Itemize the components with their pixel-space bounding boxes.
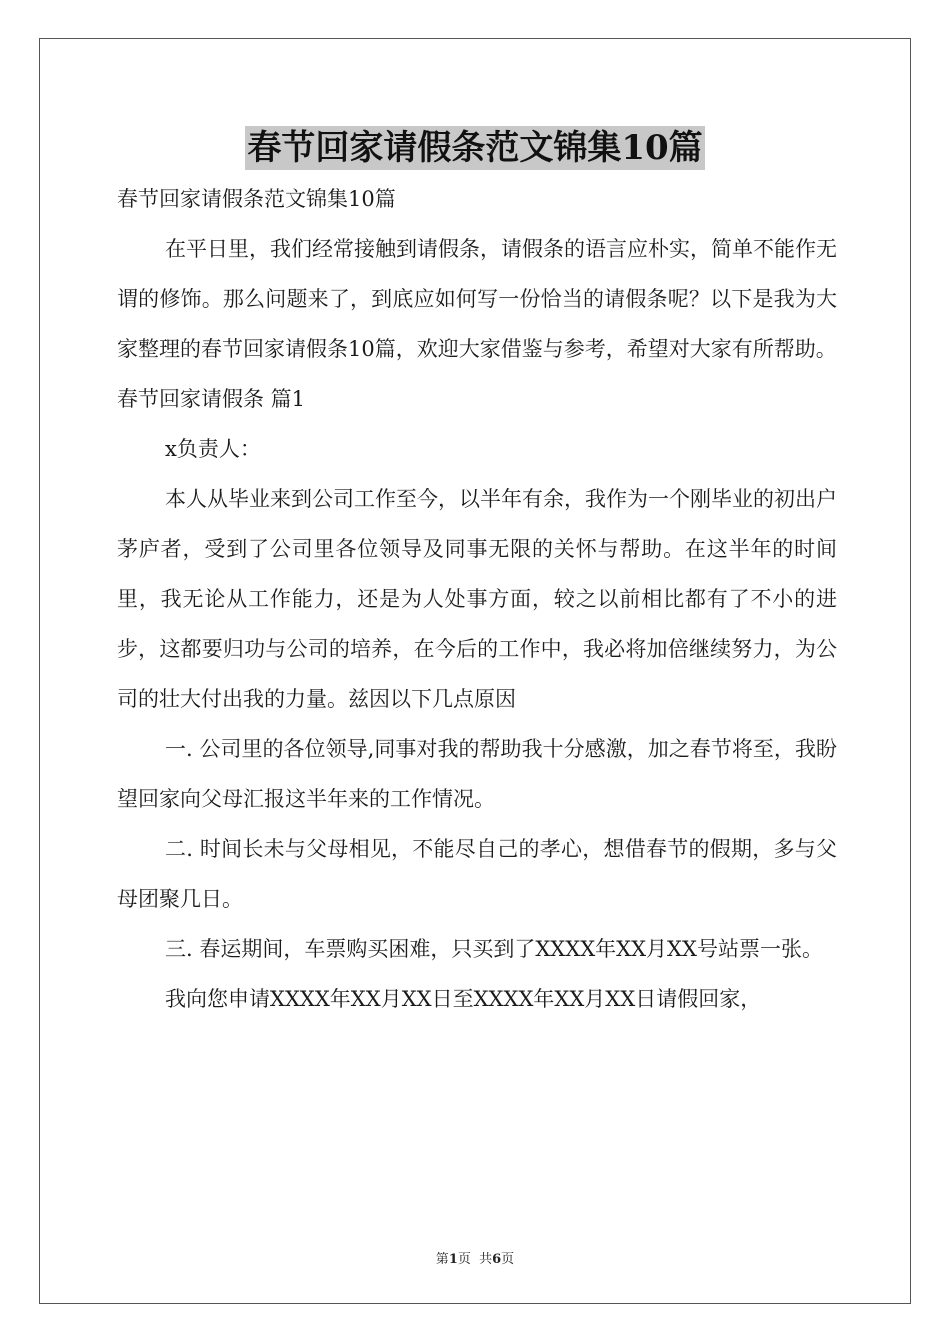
reason-item-3: 三. 春运期间，车票购买困难，只买到了XXXX年XX月XX号站票一张。 (165, 937, 823, 961)
intro-paragraph: 在平日里，我们经常接触到请假条，请假条的语言应朴实，简单不能作无谓的修饰。那么问题来了，到底应如何写一份恰当的请假条呢？以下是我为大家整理的春节回家请假条10篇，欢迎大家借鉴与参考，希望对大家有所帮助。 (117, 237, 837, 361)
section-heading: 春节回家请假条 篇1 (117, 387, 306, 411)
body-paragraph: 本人从毕业来到公司工作至今，以半年有余，我作为一个刚毕业的初出户茅庐者，受到了公司里各位领导及同事无限的关怀与帮助。在这半年的时间里，我无论从工作能力，还是为人处事方面，较之以前相比都有了不小的进步，这都要归功与公司的培养，在今后的工作中，我必将加倍继续努力，为公司的壮大付出我的力量。兹因以下几点原因 (117, 487, 837, 711)
request-paragraph: 我向您申请XXXX年XX月XX日至XXXX年XX月XX日请假回家， (165, 987, 762, 1011)
document-body (117, 174, 837, 1024)
page-footer (0, 1248, 950, 1267)
reason-item-1: 一. 公司里的各位领导,同事对我的帮助我十分感激，加之春节将至，我盼望回家向父母汇报这半年来的工作情况。 (117, 737, 837, 811)
salutation: x负责人： (165, 437, 261, 461)
page-current: 1 (448, 1252, 458, 1267)
title-container (0, 126, 950, 170)
page-suffix: 页 (501, 1252, 515, 1267)
page-total: 6 (492, 1252, 502, 1267)
reason-item-2: 二. 时间长未与父母相见，不能尽自己的孝心，想借春节的假期，多与父母团聚几日。 (117, 837, 837, 911)
subtitle-paragraph: 春节回家请假条范文锦集10篇 (117, 187, 396, 211)
document-title: 春节回家请假条范文锦集10篇 (247, 128, 703, 168)
page-prefix: 第 (435, 1252, 449, 1267)
page-mid: 页 共 (457, 1252, 493, 1267)
